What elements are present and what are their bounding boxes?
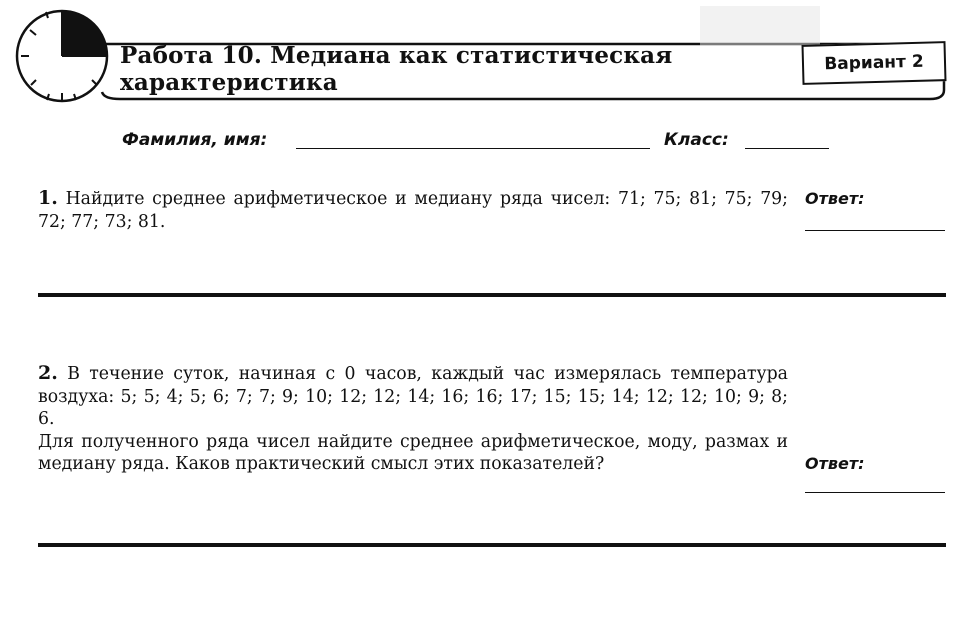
task-1-answer-label: Ответ: [805,189,865,208]
task-2-number: 2. [38,362,58,384]
class-label: Класс: [664,130,729,150]
task-1-text: Найдите среднее арифметическое и медиану ряда чисел: 71; 75; 81; 75; 79; 72; 77; 73; 81. [38,189,789,232]
task-1 [38,187,788,233]
title-line-2: характеристика [120,69,338,96]
title-line-1: Работа 10. Медиана как статистическая [120,42,673,69]
task-1-number: 1. [38,187,58,209]
task-2-text-1: В течение суток, начиная с 0 часов, каждый час измерялась температура воздуха: 5; 5; 4; 5; 6; 7; 7; 9; 10; 12; 12; 14; 16; 16; 17; 15; 15; 14; 12; 12; 10; 9; 8; 6. [38,364,788,429]
variant-badge [802,41,947,85]
variant-label: Вариант 2 [824,51,924,75]
task-2-paragraph-1 [38,362,788,431]
task-2 [38,362,788,476]
separator-rule [38,293,946,297]
task-2-text-2: Для полученного ряда чисел найдите среднее арифметическое, моду, размах и медиану ряда. Каков практический смысл этих показателей? [38,431,788,474]
name-label: Фамилия, имя: [122,130,268,150]
page-title [120,42,740,96]
task-1-answer-line[interactable] [805,230,945,231]
task-2-answer-line[interactable] [805,492,945,493]
clock-icon [12,6,112,106]
separator-rule [38,543,946,547]
task-2-answer-label: Ответ: [805,454,865,473]
name-field-line[interactable] [296,148,650,149]
class-field-line[interactable] [745,148,829,149]
